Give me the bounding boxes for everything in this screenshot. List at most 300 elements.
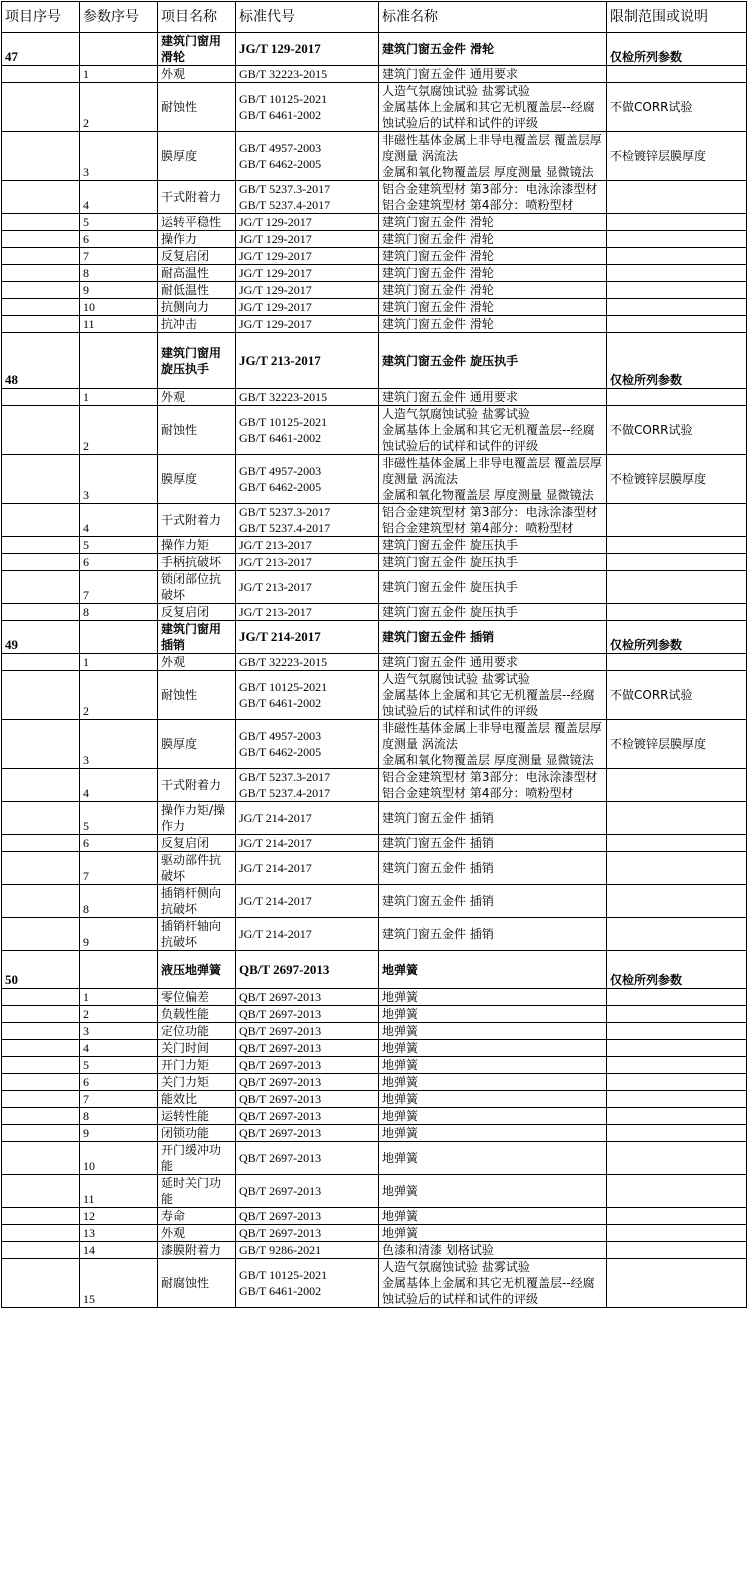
project-no	[2, 918, 80, 951]
standard-code-line: JG/T 214-2017	[239, 811, 312, 825]
project-no	[2, 1091, 80, 1108]
table-row	[2, 1259, 747, 1308]
item-name: 寿命	[158, 1208, 236, 1225]
limit-note	[607, 604, 747, 621]
param-no: 8	[80, 885, 158, 918]
project-no: 48	[2, 333, 80, 389]
standard-name: 地弹簧	[379, 1091, 607, 1108]
standard-code-line: QB/T 2697-2013	[239, 1109, 322, 1123]
param-no: 2	[80, 83, 158, 132]
project-no: 49	[2, 621, 80, 654]
project-name: 建筑门窗用滑轮	[158, 33, 236, 66]
project-no	[2, 1074, 80, 1091]
project-no	[2, 132, 80, 181]
standard-code	[236, 83, 379, 132]
standard-code	[236, 654, 379, 671]
standard-name: 地弹簧	[379, 1023, 607, 1040]
limit-note	[607, 537, 747, 554]
standard-code	[236, 282, 379, 299]
standard-code	[236, 852, 379, 885]
table-row	[2, 1225, 747, 1242]
standard-code	[236, 1006, 379, 1023]
group-row	[2, 621, 747, 654]
item-name: 开门缓冲功能	[158, 1142, 236, 1175]
limit-note	[607, 1057, 747, 1074]
standard-code-line: JG/T 214-2017	[239, 927, 312, 941]
standard-code	[236, 835, 379, 852]
limit-note	[607, 66, 747, 83]
table-row	[2, 248, 747, 265]
limit-note	[607, 571, 747, 604]
item-name: 反复启闭	[158, 835, 236, 852]
standard-name: 人造气氛腐蚀试验 盐雾试验 金属基体上金属和其它无机覆盖层--经腐蚀试验后的试样和试件的评级	[379, 671, 607, 720]
table-row	[2, 571, 747, 604]
standard-code	[236, 265, 379, 282]
standard-code	[236, 802, 379, 835]
limit-note	[607, 1125, 747, 1142]
param-no: 8	[80, 265, 158, 282]
standard-code-line: GB/T 5237.4-2017	[239, 786, 331, 800]
param-no: 12	[80, 1208, 158, 1225]
project-no	[2, 248, 80, 265]
limit-note	[607, 1259, 747, 1308]
standard-name: 建筑门窗五金件 滑轮	[379, 214, 607, 231]
standard-code	[236, 1023, 379, 1040]
item-name: 闭锁功能	[158, 1125, 236, 1142]
standard-code-line: JG/T 129-2017	[239, 283, 312, 297]
standard-name: 地弹簧	[379, 1074, 607, 1091]
standard-name: 建筑门窗五金件 插销	[379, 918, 607, 951]
item-name: 延时关门功能	[158, 1175, 236, 1208]
project-no	[2, 231, 80, 248]
limit-note	[607, 214, 747, 231]
project-no	[2, 214, 80, 231]
project-no	[2, 389, 80, 406]
table-row	[2, 299, 747, 316]
standard-name: 地弹簧	[379, 1125, 607, 1142]
standard-code-line: GB/T 32223-2015	[239, 67, 328, 81]
item-name: 锁闭部位抗破坏	[158, 571, 236, 604]
standard-code	[236, 1108, 379, 1125]
standard-code	[236, 181, 379, 214]
standard-code-line: GB/T 5237.3-2017	[239, 505, 331, 519]
standard-code-line: GB/T 4957-2003	[239, 729, 322, 743]
header-standard-name: 标准名称	[379, 2, 607, 33]
standard-code-line: GB/T 10125-2021	[239, 92, 328, 106]
table-row	[2, 231, 747, 248]
param-no: 7	[80, 571, 158, 604]
table-row	[2, 1006, 747, 1023]
standard-name: 建筑门窗五金件 滑轮	[379, 316, 607, 333]
standard-code	[236, 1125, 379, 1142]
table-row	[2, 671, 747, 720]
standard-name: 地弹簧	[379, 1006, 607, 1023]
project-no	[2, 1175, 80, 1208]
param-no: 6	[80, 1074, 158, 1091]
standard-code: QB/T 2697-2013	[236, 951, 379, 989]
item-name: 负载性能	[158, 1006, 236, 1023]
group-row	[2, 333, 747, 389]
standard-code-line: GB/T 6461-2002	[239, 1284, 322, 1298]
standards-table	[1, 1, 747, 1308]
standard-code-line: JG/T 129-2017	[239, 215, 312, 229]
limit-note	[607, 504, 747, 537]
standard-name: 建筑门窗五金件 旋压执手	[379, 571, 607, 604]
standard-name: 地弹簧	[379, 989, 607, 1006]
param-no: 4	[80, 504, 158, 537]
standard-code	[236, 1259, 379, 1308]
standard-code	[236, 389, 379, 406]
standard-code-line: QB/T 2697-2013	[239, 1092, 322, 1106]
standard-name: 建筑门窗五金件 插销	[379, 835, 607, 852]
limit-note	[607, 299, 747, 316]
table-row	[2, 835, 747, 852]
standard-name: 建筑门窗五金件 滑轮	[379, 265, 607, 282]
standard-name: 铝合金建筑型材 第3部分：电泳涂漆型材 铝合金建筑型材 第4部分：喷粉型材	[379, 769, 607, 802]
param-no: 6	[80, 835, 158, 852]
param-no: 6	[80, 231, 158, 248]
standard-code	[236, 406, 379, 455]
header-row	[2, 2, 747, 33]
param-no: 8	[80, 604, 158, 621]
standard-code-line: QB/T 2697-2013	[239, 1007, 322, 1021]
standard-code	[236, 604, 379, 621]
standard-code-line: GB/T 5237.4-2017	[239, 521, 331, 535]
project-no	[2, 802, 80, 835]
limit-note	[607, 1040, 747, 1057]
param-no: 14	[80, 1242, 158, 1259]
standard-name: 人造气氛腐蚀试验 盐雾试验 金属基体上金属和其它无机覆盖层--经腐蚀试验后的试样和试件的评级	[379, 1259, 607, 1308]
standard-name: 地弹簧	[379, 1175, 607, 1208]
limit-note	[607, 181, 747, 214]
table-row	[2, 802, 747, 835]
table-row	[2, 769, 747, 802]
standard-code-line: GB/T 32223-2015	[239, 655, 328, 669]
project-no	[2, 720, 80, 769]
item-name: 膜厚度	[158, 455, 236, 504]
standard-code-line: QB/T 2697-2013	[239, 990, 322, 1004]
project-no	[2, 265, 80, 282]
project-no	[2, 1225, 80, 1242]
standard-code-line: GB/T 6461-2002	[239, 696, 322, 710]
limit-note	[607, 1208, 747, 1225]
limit-note	[607, 654, 747, 671]
table-row	[2, 181, 747, 214]
limit-note: 不检镀锌层膜厚度	[607, 720, 747, 769]
project-no	[2, 852, 80, 885]
item-name: 定位功能	[158, 1023, 236, 1040]
group-row	[2, 951, 747, 989]
standard-code	[236, 537, 379, 554]
standard-name: 建筑门窗五金件 旋压执手	[379, 333, 607, 389]
project-no	[2, 885, 80, 918]
standard-code-line: JG/T 214-2017	[239, 836, 312, 850]
table-row	[2, 1023, 747, 1040]
param-no: 4	[80, 1040, 158, 1057]
standard-name: 建筑门窗五金件 插销	[379, 852, 607, 885]
standard-code-line: GB/T 6461-2002	[239, 431, 322, 445]
project-no	[2, 769, 80, 802]
param-no	[80, 621, 158, 654]
param-no: 8	[80, 1108, 158, 1125]
param-no: 3	[80, 720, 158, 769]
standard-code	[236, 1091, 379, 1108]
standard-code	[236, 571, 379, 604]
standard-code	[236, 769, 379, 802]
param-no: 5	[80, 214, 158, 231]
limit-note	[607, 1242, 747, 1259]
project-no	[2, 316, 80, 333]
item-name: 操作力	[158, 231, 236, 248]
table-row	[2, 885, 747, 918]
standard-code	[236, 1208, 379, 1225]
limit-note: 不做CORR试验	[607, 671, 747, 720]
item-name: 耐蚀性	[158, 406, 236, 455]
limit-note	[607, 885, 747, 918]
standard-code-line: QB/T 2697-2013	[239, 1058, 322, 1072]
item-name: 干式附着力	[158, 504, 236, 537]
project-no	[2, 1023, 80, 1040]
table-row	[2, 852, 747, 885]
standard-name: 建筑门窗五金件 滑轮	[379, 248, 607, 265]
standard-code-line: JG/T 129-2017	[239, 232, 312, 246]
standard-name: 非磁性基体金属上非导电覆盖层 覆盖层厚度测量 涡流法 金属和氧化物覆盖层 厚度测量 显微镜法	[379, 720, 607, 769]
standard-name: 建筑门窗五金件 插销	[379, 885, 607, 918]
standard-name: 建筑门窗五金件 滑轮	[379, 299, 607, 316]
table-row	[2, 1108, 747, 1125]
table-row	[2, 1175, 747, 1208]
project-no: 47	[2, 33, 80, 66]
param-no: 5	[80, 1057, 158, 1074]
param-no: 11	[80, 316, 158, 333]
standard-code-line: GB/T 6461-2002	[239, 108, 322, 122]
item-name: 外观	[158, 66, 236, 83]
item-name: 膜厚度	[158, 720, 236, 769]
item-name: 耐蚀性	[158, 83, 236, 132]
table-row	[2, 316, 747, 333]
standard-code: JG/T 129-2017	[236, 33, 379, 66]
item-name: 耐低温性	[158, 282, 236, 299]
standard-code	[236, 132, 379, 181]
group-row	[2, 33, 747, 66]
standard-code-line: GB/T 5237.4-2017	[239, 198, 331, 212]
standard-code: JG/T 214-2017	[236, 621, 379, 654]
table-row	[2, 66, 747, 83]
item-name: 漆膜附着力	[158, 1242, 236, 1259]
project-no	[2, 504, 80, 537]
param-no: 2	[80, 406, 158, 455]
standard-name: 非磁性基体金属上非导电覆盖层 覆盖层厚度测量 涡流法 金属和氧化物覆盖层 厚度测量 显微镜法	[379, 455, 607, 504]
standard-code	[236, 66, 379, 83]
standard-code-line: GB/T 10125-2021	[239, 1268, 328, 1282]
limit-note: 仅检所列参数	[607, 621, 747, 654]
header-limit-note: 限制范围或说明	[607, 2, 747, 33]
project-no	[2, 83, 80, 132]
limit-note	[607, 316, 747, 333]
standard-code-line: GB/T 9286-2021	[239, 1243, 322, 1257]
standard-code-line: GB/T 5237.3-2017	[239, 770, 331, 784]
param-no: 15	[80, 1259, 158, 1308]
standard-code	[236, 1242, 379, 1259]
item-name: 插销杆轴向抗破坏	[158, 918, 236, 951]
standard-code	[236, 214, 379, 231]
item-name: 能效比	[158, 1091, 236, 1108]
item-name: 抗冲击	[158, 316, 236, 333]
limit-note: 仅检所列参数	[607, 33, 747, 66]
standard-name: 建筑门窗五金件 旋压执手	[379, 604, 607, 621]
param-no: 1	[80, 389, 158, 406]
table-row	[2, 455, 747, 504]
limit-note: 不做CORR试验	[607, 406, 747, 455]
limit-note	[607, 1108, 747, 1125]
table-row	[2, 1091, 747, 1108]
project-no	[2, 1006, 80, 1023]
standard-code	[236, 989, 379, 1006]
standard-code-line: JG/T 213-2017	[239, 605, 312, 619]
standard-code-line: GB/T 4957-2003	[239, 464, 322, 478]
standard-name: 建筑门窗五金件 插销	[379, 802, 607, 835]
item-name: 干式附着力	[158, 769, 236, 802]
standard-code-line: QB/T 2697-2013	[239, 1209, 322, 1223]
standard-code	[236, 671, 379, 720]
item-name: 反复启闭	[158, 604, 236, 621]
param-no: 4	[80, 769, 158, 802]
project-no	[2, 1057, 80, 1074]
project-no	[2, 1108, 80, 1125]
param-no: 4	[80, 181, 158, 214]
param-no	[80, 333, 158, 389]
item-name: 操作力矩	[158, 537, 236, 554]
param-no: 2	[80, 1006, 158, 1023]
standard-code-line: GB/T 10125-2021	[239, 680, 328, 694]
limit-note	[607, 1023, 747, 1040]
standard-code	[236, 299, 379, 316]
standard-code	[236, 248, 379, 265]
project-no	[2, 66, 80, 83]
standard-name: 建筑门窗五金件 滑轮	[379, 231, 607, 248]
project-no	[2, 835, 80, 852]
table-row	[2, 132, 747, 181]
table-row	[2, 504, 747, 537]
standard-code-line: GB/T 5237.3-2017	[239, 182, 331, 196]
standard-name: 建筑门窗五金件 旋压执手	[379, 554, 607, 571]
param-no: 3	[80, 455, 158, 504]
project-name: 建筑门窗用插销	[158, 621, 236, 654]
standard-code	[236, 1225, 379, 1242]
standard-name: 铝合金建筑型材 第3部分：电泳涂漆型材 铝合金建筑型材 第4部分：喷粉型材	[379, 181, 607, 214]
standard-name: 建筑门窗五金件 通用要求	[379, 389, 607, 406]
project-no	[2, 571, 80, 604]
standard-code-line: QB/T 2697-2013	[239, 1184, 322, 1198]
param-no: 5	[80, 537, 158, 554]
table-row	[2, 1208, 747, 1225]
standard-name: 地弹簧	[379, 951, 607, 989]
standard-code-line: GB/T 32223-2015	[239, 390, 328, 404]
project-name: 液压地弹簧	[158, 951, 236, 989]
param-no	[80, 951, 158, 989]
param-no: 7	[80, 1091, 158, 1108]
standard-code-line: JG/T 213-2017	[239, 580, 312, 594]
standard-name: 建筑门窗五金件 旋压执手	[379, 537, 607, 554]
standard-code	[236, 1057, 379, 1074]
standard-name: 地弹簧	[379, 1208, 607, 1225]
header-param-no: 参数序号	[80, 2, 158, 33]
header-project-name: 项目名称	[158, 2, 236, 33]
item-name: 外观	[158, 654, 236, 671]
standard-name: 建筑门窗五金件 插销	[379, 621, 607, 654]
project-no	[2, 554, 80, 571]
item-name: 反复启闭	[158, 248, 236, 265]
table-row	[2, 214, 747, 231]
limit-note	[607, 1091, 747, 1108]
standard-code-line: QB/T 2697-2013	[239, 1075, 322, 1089]
table-row	[2, 554, 747, 571]
param-no: 5	[80, 802, 158, 835]
standard-name: 非磁性基体金属上非导电覆盖层 覆盖层厚度测量 涡流法 金属和氧化物覆盖层 厚度测量 显微镜法	[379, 132, 607, 181]
limit-note	[607, 918, 747, 951]
param-no: 9	[80, 282, 158, 299]
limit-note: 不做CORR试验	[607, 83, 747, 132]
table-row	[2, 720, 747, 769]
table-row	[2, 1142, 747, 1175]
table-row	[2, 1125, 747, 1142]
item-name: 耐蚀性	[158, 671, 236, 720]
param-no	[80, 33, 158, 66]
limit-note	[607, 1006, 747, 1023]
project-name: 建筑门窗用旋压执手	[158, 333, 236, 389]
standard-name: 铝合金建筑型材 第3部分：电泳涂漆型材 铝合金建筑型材 第4部分：喷粉型材	[379, 504, 607, 537]
standard-code	[236, 1040, 379, 1057]
table-row	[2, 989, 747, 1006]
standard-code-line: QB/T 2697-2013	[239, 1041, 322, 1055]
standard-code-line: QB/T 2697-2013	[239, 1151, 322, 1165]
param-no: 9	[80, 1125, 158, 1142]
standard-name: 地弹簧	[379, 1225, 607, 1242]
limit-note	[607, 835, 747, 852]
item-name: 零位偏差	[158, 989, 236, 1006]
table-row	[2, 1040, 747, 1057]
standard-code	[236, 1074, 379, 1091]
param-no: 7	[80, 852, 158, 885]
param-no: 11	[80, 1175, 158, 1208]
item-name: 关门力矩	[158, 1074, 236, 1091]
limit-note	[607, 282, 747, 299]
project-no	[2, 181, 80, 214]
table-row	[2, 406, 747, 455]
header-project-no: 项目序号	[2, 2, 80, 33]
table-body	[2, 2, 747, 1308]
item-name: 耐腐蚀性	[158, 1259, 236, 1308]
param-no: 10	[80, 1142, 158, 1175]
limit-note	[607, 265, 747, 282]
standard-name: 地弹簧	[379, 1040, 607, 1057]
standard-code-line: GB/T 4957-2003	[239, 141, 322, 155]
limit-note: 仅检所列参数	[607, 333, 747, 389]
table-row	[2, 654, 747, 671]
table-row	[2, 1242, 747, 1259]
limit-note	[607, 389, 747, 406]
param-no: 3	[80, 132, 158, 181]
table-row	[2, 918, 747, 951]
project-no	[2, 299, 80, 316]
standard-name: 地弹簧	[379, 1057, 607, 1074]
limit-note	[607, 989, 747, 1006]
limit-note	[607, 852, 747, 885]
limit-note	[607, 1175, 747, 1208]
standard-code-line: JG/T 214-2017	[239, 894, 312, 908]
standard-code-line: GB/T 10125-2021	[239, 415, 328, 429]
standard-code-line: JG/T 129-2017	[239, 317, 312, 331]
